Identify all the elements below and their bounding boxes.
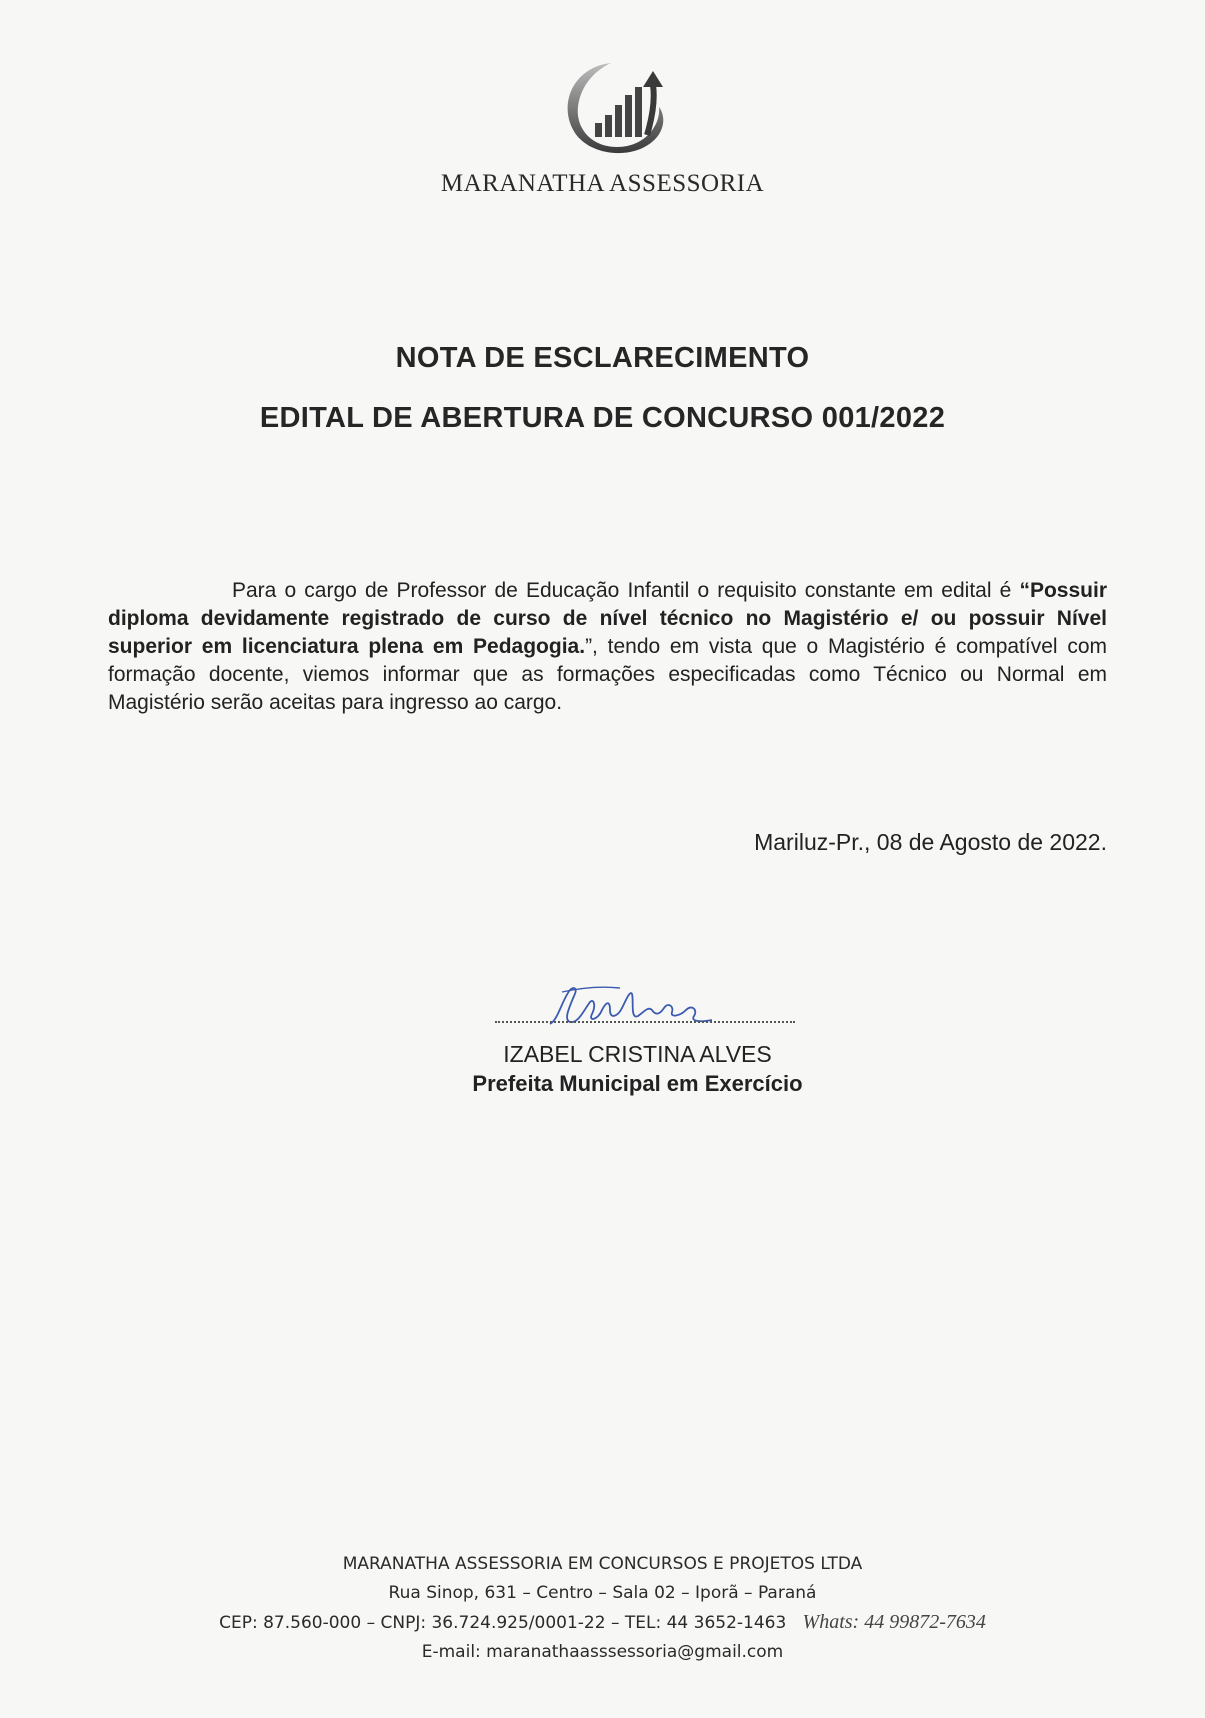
footer xyxy=(0,1550,1205,1667)
footer-company: MARANATHA ASSESSORIA EM CONCURSOS E PROJETOS LTDA xyxy=(342,1554,863,1574)
footer-contact-line xyxy=(0,1608,1205,1638)
body-rest: ”, tendo em vista que o Magistério é compatível com formação docente, viemos informar que as formações especificadas como Técnico ou Normal em Magistério serão aceitas para ingresso ao cargo. xyxy=(108,635,1107,714)
brand-name: MARANATHA ASSESSORIA xyxy=(440,170,765,197)
body-requirement: “Possuir diploma devidamente registrado de curso de nível técnico no Magistério e/ ou possuir Nível superior em licenciatura plena em Pedagogia. xyxy=(108,579,1107,658)
footer-address: Rua Sinop, 631 – Centro – Sala 02 – Iporã – Paraná xyxy=(388,1583,817,1603)
signature-line xyxy=(495,1021,795,1023)
body-intro: Para o cargo de Professor de Educação Infantil o requisito constante em edital é xyxy=(232,579,1020,602)
maranatha-logo xyxy=(553,55,693,165)
document-subtitle: EDITAL DE ABERTURA DE CONCURSO 001/2022 xyxy=(259,402,946,434)
signatory-role: Prefeita Municipal em Exercício xyxy=(472,1071,803,1096)
body-paragraph xyxy=(108,577,1107,717)
handwritten-signature xyxy=(540,980,720,1032)
place-date: Mariluz-Pr., 08 de Agosto de 2022. xyxy=(754,829,1107,855)
footer-whats: Whats: 44 99872-7634 xyxy=(802,1611,986,1633)
footer-email: E-mail: maranathaasssessoria@gmail.com xyxy=(421,1642,784,1662)
signatory-name: IZABEL CRISTINA ALVES xyxy=(503,1041,772,1067)
footer-contact: CEP: 87.560-000 – CNPJ: 36.724.925/0001-22 – TEL: 44 3652-1463 xyxy=(219,1613,787,1633)
document-title: NOTA DE ESCLARECIMENTO xyxy=(395,342,810,374)
